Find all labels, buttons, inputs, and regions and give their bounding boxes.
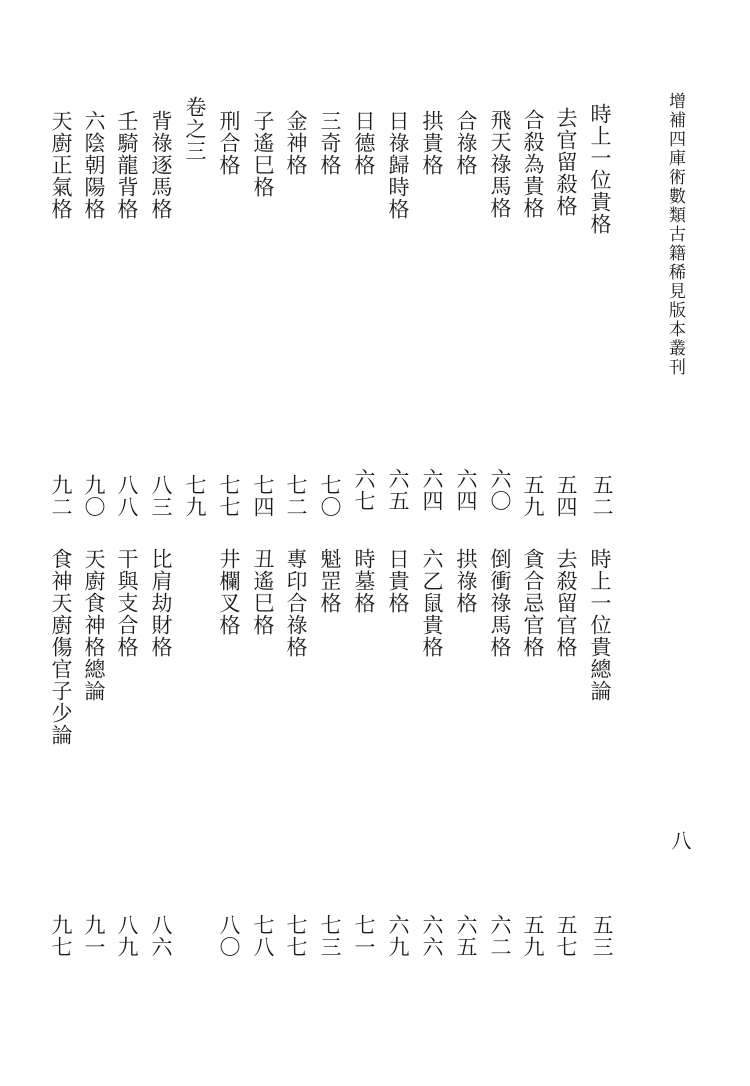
page-ref: 六九 [386,914,410,958]
page-ref: 八八 [115,474,139,518]
page-ref: 七九 [183,474,207,518]
toc-entry: 丑遙巳格 [251,548,275,636]
page-number: 八 [668,830,692,850]
toc-entry: 去殺留官格 [554,548,578,658]
toc-entry: 拱祿格 [454,548,478,614]
toc-entry: 合殺為貴格 [521,109,545,219]
toc-entry: 比肩劫財格 [149,548,173,658]
page-ref: 六〇 [488,468,512,512]
page-ref: 八〇 [217,914,241,958]
toc-entry: 倒衝祿馬格 [488,548,512,658]
toc-entry: 六乙鼠貴格 [420,548,444,658]
page-ref: 六七 [352,468,376,512]
page-ref: 六四 [454,468,478,512]
page-ref: 七一 [352,914,376,958]
page-ref: 九二 [49,474,73,518]
toc-entry: 飛天祿馬格 [488,109,512,219]
page-ref: 七七 [217,474,241,518]
page-ref: 五三 [590,914,614,958]
page-ref: 七〇 [318,474,342,518]
toc-entry: 壬騎龍背格 [115,110,139,220]
toc-entry: 時墓格 [352,548,376,614]
toc-entry: 時上一位貴總論 [588,548,612,702]
page-ref: 八九 [115,914,139,958]
page-ref: 六四 [420,468,444,512]
toc-entry: 井欄叉格 [217,548,241,636]
page-ref: 七二 [284,474,308,518]
volume-heading: 卷之三 [183,96,207,162]
page-ref: 五七 [554,914,578,958]
page-ref: 五四 [554,474,578,518]
toc-entry: 專印合祿格 [284,548,308,658]
toc-entry: 天廚正氣格 [49,110,73,220]
toc-entry: 背祿逐馬格 [149,110,173,220]
toc-entry: 食神天廚傷官子少論 [49,548,73,746]
toc-entry: 子遙巳格 [251,110,275,198]
page-ref: 七三 [318,914,342,958]
toc-entry: 日祿歸時格 [386,110,410,220]
page-ref: 九七 [49,914,73,958]
page-ref: 七七 [284,914,308,958]
page-ref: 六六 [420,914,444,958]
toc-entry: 魁罡格 [318,548,342,614]
toc-entry: 時上一位貴格 [588,103,612,235]
page-ref: 五九 [521,474,545,518]
toc-entry: 貪合忌官格 [521,548,545,658]
page-ref: 五二 [590,474,614,518]
toc-entry: 去官留殺格 [554,107,578,217]
page-ref: 五九 [521,914,545,958]
page-ref: 九〇 [82,474,106,518]
series-title: 增補四庫術數類古籍稀見版本叢刊 [665,92,685,377]
toc-entry: 日貴格 [386,548,410,614]
page-ref: 七四 [251,474,275,518]
toc-entry: 刑合格 [217,110,241,176]
toc-entry: 六陰朝陽格 [82,110,106,220]
toc-entry: 干與支合格 [115,548,139,658]
page-ref: 六五 [454,914,478,958]
toc-entry: 日德格 [352,110,376,176]
toc-entry: 合祿格 [454,110,478,176]
page-ref: 六五 [386,468,410,512]
page-ref: 八六 [149,914,173,958]
page-ref: 八三 [149,474,173,518]
toc-entry: 三奇格 [318,110,342,176]
page-ref: 七八 [251,914,275,958]
page-ref: 九一 [82,914,106,958]
page-ref: 六二 [488,914,512,958]
toc-entry: 天廚食神格總論 [82,548,106,702]
toc-entry: 金神格 [284,110,308,176]
toc-entry: 拱貴格 [420,110,444,176]
